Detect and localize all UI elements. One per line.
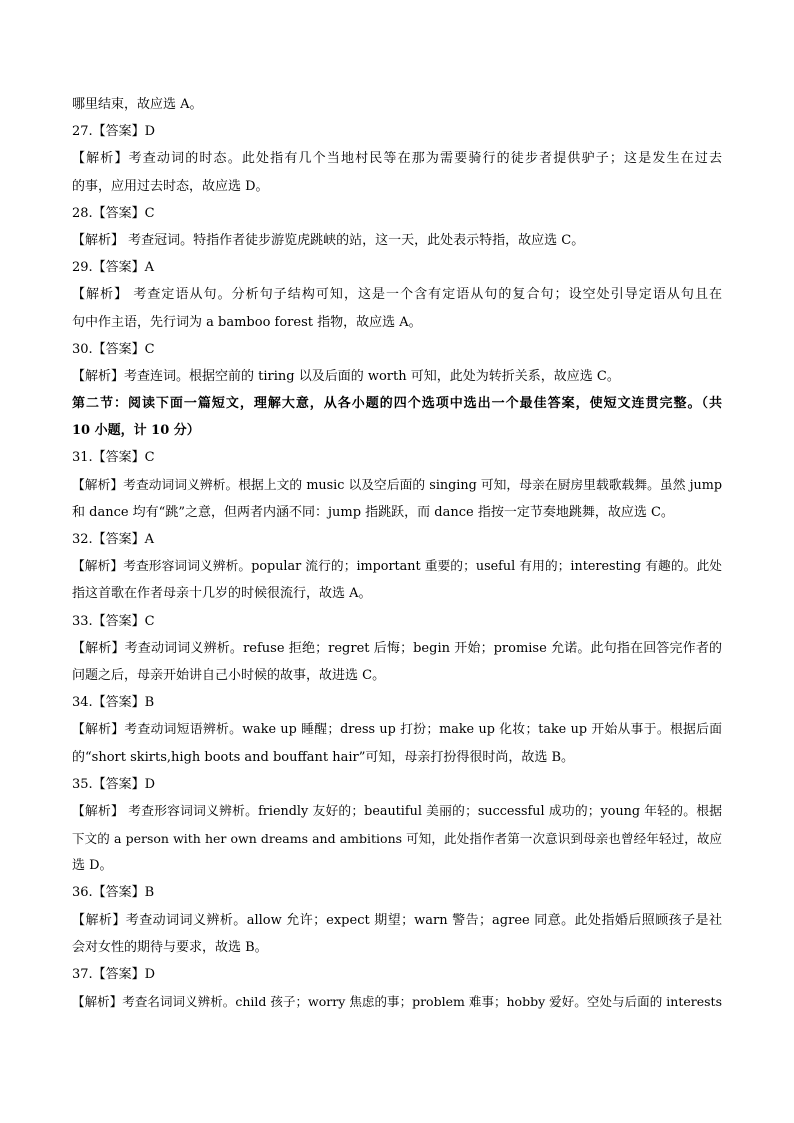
answer-line-27: 27.【答案】D <box>72 124 156 140</box>
analysis-line: 的事，应用过去时态，故应选 D。 <box>72 178 269 194</box>
analysis-line: 指这首歌在作者母亲十几岁的时候很流行，故选 A。 <box>72 586 372 602</box>
section-heading: 第二节：阅读下面一篇短文，理解大意，从各小题的四个选项中选出一个最佳答案，使短文连贯完整。（共 <box>72 396 722 412</box>
analysis-line: 选 D。 <box>72 858 113 874</box>
analysis-line: 【解析】考查动词词义辨析。refuse 拒绝；regret 后悔；begin 开始；promise 允诺。此句指在回答完作者的 <box>72 640 722 656</box>
analysis-line: 【解析】考查动词短语辨析。wake up 睡醒；dress up 打扮；make up 化妆；take up 开始从事于。根据后面 <box>72 722 722 738</box>
analysis-line: 【解析】 考查定语从句。分析句子结构可知，这是一个含有定语从句的复合句；设空处引导定语从句且在 <box>72 287 722 303</box>
answer-line-30: 30.【答案】C <box>72 341 155 357</box>
answer-line-28: 28.【答案】C <box>72 205 155 221</box>
analysis-line: 【解析】 考查形容词词义辨析。friendly 友好的；beautiful 美丽的；successful 成功的；young 年轻的。根据 <box>72 803 722 819</box>
analysis-line: 【解析】考查形容词词义辨析。popular 流行的；important 重要的；useful 有用的；interesting 有趣的。此处 <box>72 559 722 575</box>
analysis-line: 【解析】考查动词词义辨析。根据上文的 music 以及空后面的 singing 可知，母亲在厨房里载歌载舞。虽然 jump <box>72 477 722 493</box>
answer-line-29: 29.【答案】A <box>72 260 155 276</box>
analysis-line: 和 dance 均有“跳”之意，但两者内涵不同：jump 指跳跃，而 dance 指按一定节奏地跳舞，故应选 C。 <box>72 504 674 520</box>
answer-line-34: 34.【答案】B <box>72 695 155 711</box>
answer-line-35: 35.【答案】D <box>72 776 156 792</box>
analysis-line: 【解析】考查连词。根据空前的 tiring 以及后面的 worth 可知，此处为转折关系，故应选 C。 <box>72 368 620 384</box>
section-heading: 10 小题，计 10 分） <box>72 423 200 439</box>
analysis-line: 【解析】考查动词词义辨析。allow 允许；expect 期望；warn 警告；agree 同意。此处指婚后照顾孩子是社 <box>72 912 722 928</box>
analysis-line: 句中作主语，先行词为 a bamboo forest 指物，故应选 A。 <box>72 314 422 330</box>
answer-line-36: 36.【答案】B <box>72 885 155 901</box>
answer-line-33: 33.【答案】C <box>72 613 155 629</box>
analysis-line: 下文的 a person with her own dreams and ambitions 可知，此处指作者第一次意识到母亲也曾经年轻过，故应 <box>72 831 722 847</box>
analysis-line: 的“short skirts,high boots and bouffant hair”可知，母亲打扮得很时尚，故选 B。 <box>72 749 575 765</box>
analysis-line: 【解析】 考查冠词。特指作者徒步游览虎跳峡的站，这一天，此处表示特指，故应选 C。 <box>72 232 585 248</box>
document-body <box>72 91 722 1015</box>
analysis-line: 【解析】考查名词词义辨析。child 孩子；worry 焦虑的事；problem 难事；hobby 爱好。空处与后面的 interests <box>72 994 722 1010</box>
analysis-line: 问题之后，母亲开始讲自己小时候的故事，故进选 C。 <box>72 667 386 683</box>
answer-line-37: 37.【答案】D <box>72 967 156 982</box>
analysis-line: 【解析】考查动词的时态。此处指有几个当地村民等在那为需要骑行的徒步者提供驴子；这是发生在过去 <box>72 151 722 167</box>
answer-line-32: 32.【答案】A <box>72 532 155 547</box>
text-line: 哪里结束，故应选 A。 <box>72 97 203 112</box>
answer-line-31: 31.【答案】C <box>72 450 155 466</box>
analysis-line: 会对女性的期待与要求，故选 B。 <box>72 939 268 955</box>
